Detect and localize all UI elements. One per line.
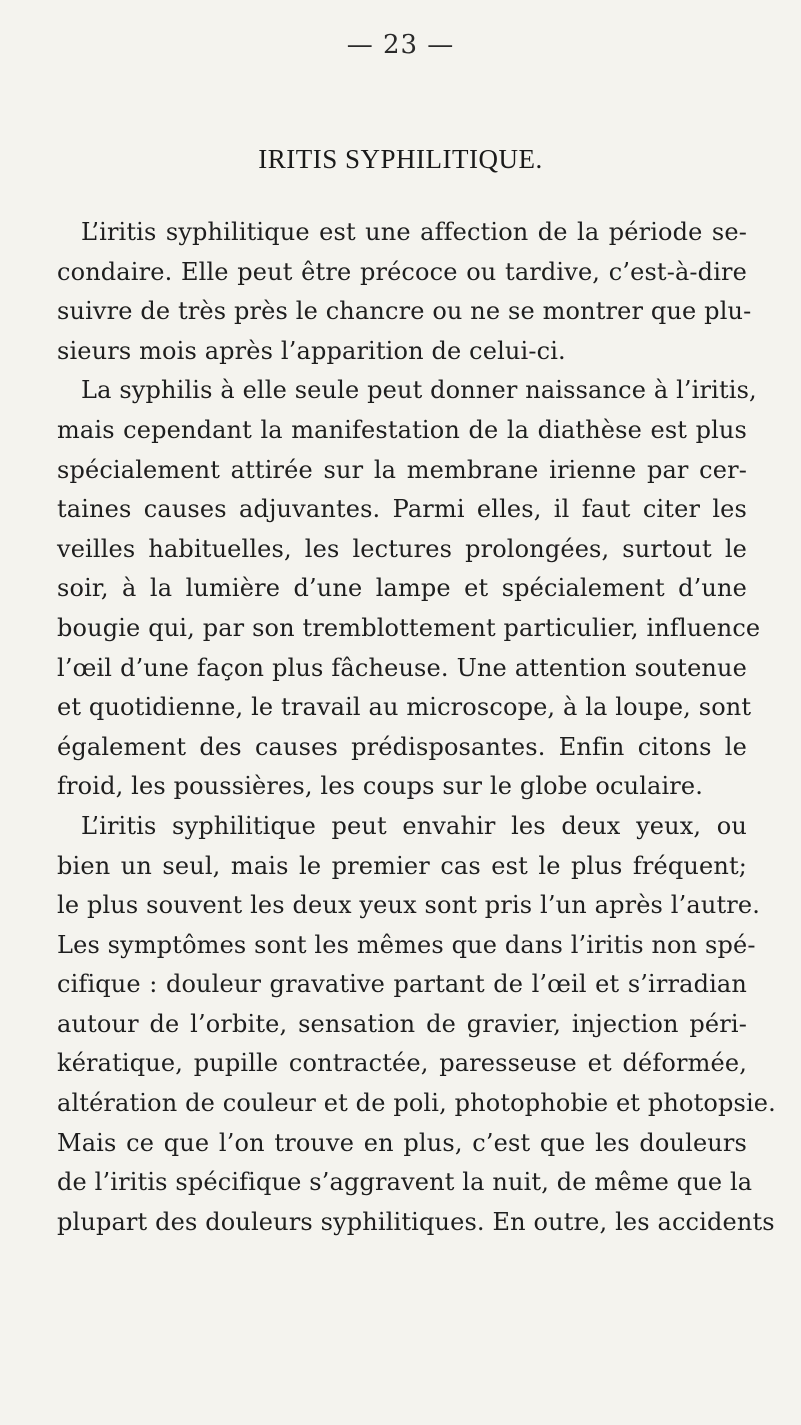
text-line: spécialement attirée sur la membrane irienne par cer- <box>57 455 747 484</box>
text-line: condaire. Elle peut être précoce ou tardive, c’est-à-dire <box>57 257 747 286</box>
text-line: de l’iritis spécifique s’aggravent la nuit, de même que la <box>57 1168 753 1197</box>
text-line: Mais ce que l’on trouve en plus, c’est que les douleurs <box>57 1128 747 1157</box>
text-line: froid, les poussières, les coups sur le globe oculaire. <box>57 772 704 801</box>
page-number: — 23 — <box>346 30 455 60</box>
text-line: l’œil d’une façon plus fâcheuse. Une attention soutenue <box>57 653 747 682</box>
text-line: également des causes prédisposantes. Enfin citons le <box>57 732 747 761</box>
text-line: soir, à la lumière d’une lampe et spécialement d’une <box>57 574 747 603</box>
text-line: L’iritis syphilitique est une affection de la période se- <box>81 218 747 246</box>
text-line: et quotidienne, le travail au microscope, à la loupe, sont <box>57 693 752 722</box>
body-text <box>57 213 776 1242</box>
text-line: mais cependant la manifestation de la diathèse est plus <box>57 415 747 444</box>
text-line: bien un seul, mais le premier cas est le plus fréquent; <box>57 851 747 880</box>
text-line: veilles habituelles, les lectures prolongées, surtout le <box>57 534 747 563</box>
text-line: cifique : douleur gravative partant de l’œil et s’irradian <box>57 970 747 999</box>
text-line: taines causes adjuvantes. Parmi elles, il faut citer les <box>57 495 747 524</box>
chapter-title: IRITIS SYPHILITIQUE. <box>258 144 543 174</box>
text-line: La syphilis à elle seule peut donner naissance à l’iritis, <box>81 376 757 405</box>
text-line: autour de l’orbite, sensation de gravier, injection péri- <box>57 1009 747 1038</box>
text-line: suivre de très près le chancre ou ne se montrer que plu- <box>57 297 752 326</box>
text-line: bougie qui, par son tremblottement particulier, influence <box>57 613 761 642</box>
text-line: L’iritis syphilitique peut envahir les deux yeux, ou <box>81 811 747 840</box>
text-line: sieurs mois après l’apparition de celui-ci. <box>57 336 566 365</box>
text-line: plupart des douleurs syphilitiques. En outre, les accidents <box>57 1207 775 1236</box>
text-line: le plus souvent les deux yeux sont pris l’un après l’autre. <box>57 891 761 920</box>
text-line: altération de couleur et de poli, photophobie et photopsie. <box>57 1089 776 1118</box>
text-line: kératique, pupille contractée, paresseuse et déformée, <box>57 1049 747 1078</box>
text-line: Les symptômes sont les mêmes que dans l’iritis non spé- <box>57 930 756 959</box>
